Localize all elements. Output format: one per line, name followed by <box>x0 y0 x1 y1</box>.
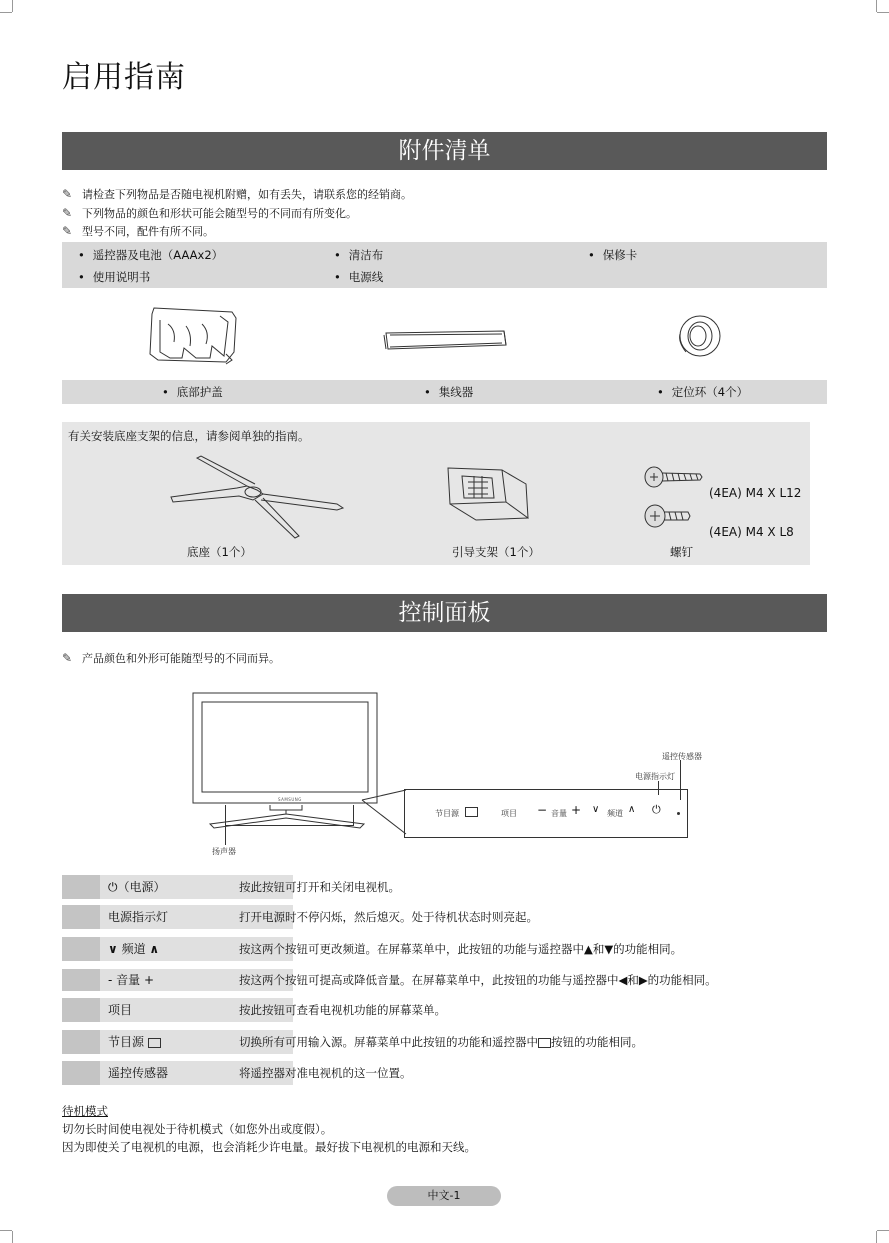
note <box>62 223 214 239</box>
control-name: 项目 <box>100 998 293 1022</box>
stand-note: 有关安装底座支架的信息，请参阅单独的指南。 <box>68 429 310 443</box>
list-item: • 底部护盖 <box>162 384 223 400</box>
page-title: 启用指南 <box>62 60 186 95</box>
row-marker <box>62 1061 100 1085</box>
leader-line <box>658 781 659 795</box>
screw-size-label: (4EA) M4 X L12 <box>709 486 802 500</box>
note <box>62 205 357 221</box>
control-desc: 按这两个按钮可提高或降低音量。在屏幕菜单中，此按钮的功能与遥控器中◀和▶的功能相同。 <box>239 973 717 987</box>
screw-long-image <box>642 464 704 490</box>
control-name: - 音量 + <box>100 969 293 991</box>
source-button[interactable]: 节目源 <box>435 809 459 818</box>
control-name: 节目源 <box>100 1030 293 1054</box>
channel-label: 频道 <box>607 809 623 818</box>
power-icon[interactable]: ⏻ <box>652 803 661 816</box>
remote-sensor-label: 遥控传感器 <box>662 752 702 761</box>
pencil-icon: ✎ <box>62 206 73 220</box>
crop-mark <box>12 1231 13 1243</box>
row-marker <box>62 875 100 899</box>
list-item: • 清洁布 <box>334 247 383 263</box>
control-desc: 打开电源时不停闪烁，然后熄灭。处于待机状态时则亮起。 <box>239 910 538 924</box>
cable-holder-image <box>380 325 510 355</box>
remote-sensor-dot <box>677 812 680 815</box>
included-items-box <box>62 242 827 288</box>
volume-label: 音量 <box>551 809 567 818</box>
leader-line <box>225 805 226 825</box>
stand-item-label: 底座（1个） <box>187 545 252 559</box>
chevron-down-icon: ∨ <box>108 942 118 956</box>
power-icon: ⏻ <box>108 880 118 894</box>
guide-stand-image <box>442 462 532 526</box>
crop-mark <box>877 12 889 13</box>
standby-title: 待机模式 <box>62 1104 108 1118</box>
control-desc: 切换所有可用输入源。屏幕菜单中此按钮的功能和遥控器中 按钮的功能相同。 <box>239 1035 643 1049</box>
source-icon <box>465 807 478 817</box>
power-indicator-label: 电源指示灯 <box>635 772 675 781</box>
holder-ring-image <box>672 312 724 360</box>
stand-item-label: 引导支架（1个） <box>452 545 540 559</box>
note <box>62 186 412 202</box>
note-text: 产品颜色和外形可能随型号的不同而异。 <box>82 652 280 665</box>
accessories-heading: 附件清单 <box>62 132 827 170</box>
list-item: • 遥控器及电池（AAAx2） <box>78 247 223 263</box>
note-text: 请检查下列物品是否随电视机附赠，如有丢失，请联系您的经销商。 <box>82 188 412 201</box>
note-text: 下列物品的颜色和形状可能会随型号的不同而有所变化。 <box>82 207 357 220</box>
source-icon <box>538 1038 551 1048</box>
crop-mark <box>876 1231 877 1243</box>
row-marker <box>62 937 100 961</box>
screw-short-image <box>642 502 692 530</box>
page-number: 中文-1 <box>387 1186 501 1206</box>
note <box>62 650 280 666</box>
volume-up-icon[interactable]: + <box>571 803 582 817</box>
row-marker <box>62 1030 100 1054</box>
standby-line: 切勿长时间使电视处于待机模式（如您外出或度假）。 <box>62 1122 333 1136</box>
leader-line <box>353 805 354 825</box>
panel-connector <box>360 788 408 838</box>
crop-mark <box>876 0 877 12</box>
note-text: 型号不同，配件有所不同。 <box>82 225 214 238</box>
row-marker <box>62 905 100 929</box>
pencil-icon: ✎ <box>62 187 73 201</box>
tv-front-image <box>190 692 380 832</box>
screw-size-label: (4EA) M4 X L8 <box>709 525 794 539</box>
pencil-icon: ✎ <box>62 651 73 665</box>
list-item: • 定位环（4个） <box>657 384 748 400</box>
crop-mark <box>0 1230 12 1231</box>
crop-mark <box>12 0 13 12</box>
control-name: ⏻（电源） <box>100 875 293 899</box>
row-marker <box>62 998 100 1022</box>
standby-line: 因为即使关了电视机的电源，也会消耗少许电量。最好拔下电视机的电源和天线。 <box>62 1140 476 1154</box>
control-name: ∨ 频道 ∧ <box>100 937 293 961</box>
stand-info-box <box>62 422 810 565</box>
row-marker <box>62 969 100 991</box>
chevron-up-icon: ∧ <box>149 942 160 956</box>
volume-down-icon[interactable]: − <box>537 803 548 817</box>
control-desc: 按这两个按钮可更改频道。在屏幕菜单中，此按钮的功能与遥控器中▲和▼的功能相同。 <box>239 942 683 956</box>
pencil-icon: ✎ <box>62 224 73 238</box>
control-panel-strip <box>404 789 688 838</box>
list-item: • 使用说明书 <box>78 269 150 285</box>
leader-line <box>225 825 354 826</box>
list-item: • 电源线 <box>334 269 383 285</box>
list-item: • 保修卡 <box>588 247 637 263</box>
speaker-label: 扬声器 <box>212 847 236 856</box>
control-name: 遥控传感器 <box>100 1061 293 1085</box>
leader-line <box>225 825 226 845</box>
control-desc: 按此按钮可查看电视机功能的屏幕菜单。 <box>239 1003 446 1017</box>
control-desc: 按此按钮可打开和关闭电视机。 <box>239 880 400 894</box>
channel-down-icon[interactable]: ∨ <box>592 804 600 815</box>
menu-button[interactable]: 项目 <box>501 809 517 818</box>
stand-base-image <box>167 452 347 544</box>
source-icon <box>148 1038 161 1048</box>
pictured-items-box <box>62 380 827 404</box>
control-panel-heading: 控制面板 <box>62 594 827 632</box>
leader-line <box>680 760 681 800</box>
crop-mark <box>877 1230 889 1231</box>
control-desc: 将遥控器对准电视机的这一位置。 <box>239 1066 412 1080</box>
channel-up-icon[interactable]: ∧ <box>628 804 636 815</box>
list-item: • 集线器 <box>424 384 473 400</box>
bottom-cover-image <box>140 300 240 370</box>
crop-mark <box>0 12 12 13</box>
stand-item-label: 螺钉 <box>670 545 693 559</box>
control-name: 电源指示灯 <box>100 905 293 929</box>
brand-logo: SAMSUNG <box>278 797 302 802</box>
